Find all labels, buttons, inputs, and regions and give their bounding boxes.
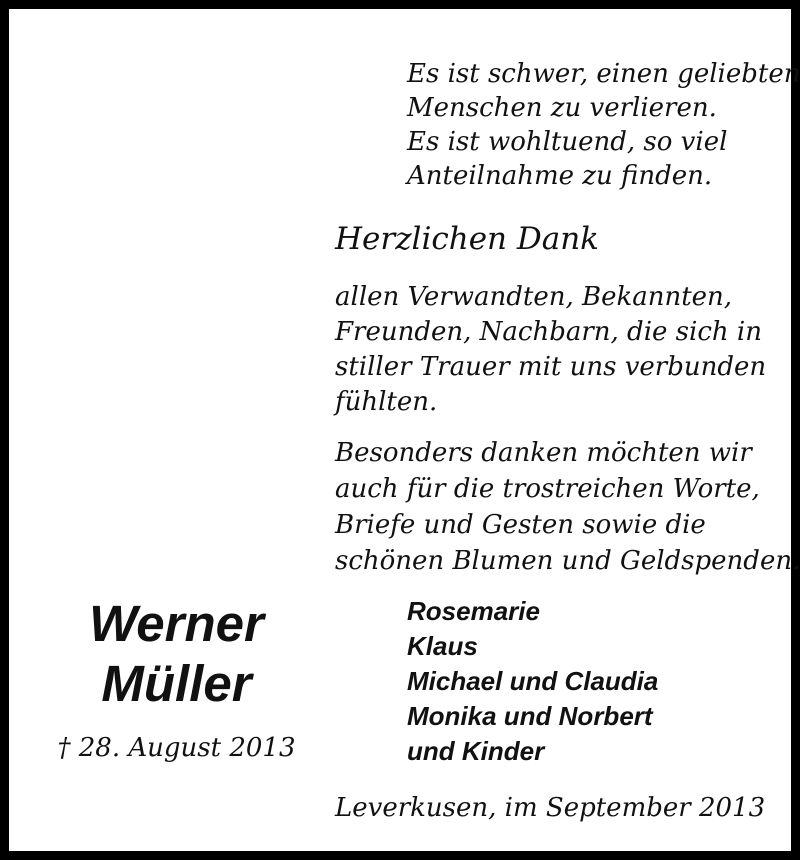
poem-line: Menschen zu verlieren. [407,93,717,123]
paragraph-line: auch für die trostreichen Worte, [335,474,760,504]
paragraph-line: Freunden, Nachbarn, die sich in [335,317,762,347]
thanks-paragraph-1 [335,280,766,420]
deceased-name [49,594,304,714]
signers-block [407,594,658,769]
poem-line: Es ist wohltuend, so viel [407,127,728,157]
poem-block [407,57,800,193]
signer-name: und Kinder [407,736,545,766]
deceased-first-name: Werner [89,595,264,652]
signer-name: Michael und Claudia [407,666,659,696]
paragraph-line: Briefe und Gesten sowie die [335,510,706,540]
place-date: Leverkusen, im September 2013 [335,793,766,823]
deceased-last-name: Müller [101,655,252,712]
paragraph-line: schönen Blumen und Geldspenden. [335,546,800,576]
paragraph-line: stiller Trauer mit uns verbunden [335,352,767,382]
thanks-paragraph-2 [335,435,800,579]
signer-name: Monika und Norbert [407,701,653,731]
thanks-heading: Herzlichen Dank [335,221,599,257]
signer-name: Rosemarie [407,596,540,626]
signer-name: Klaus [407,631,478,661]
poem-line: Anteilnahme zu finden. [407,161,713,191]
paragraph-line: fühlten. [335,387,438,417]
paragraph-line: Besonders danken möchten wir [335,438,752,468]
poem-line: Es ist schwer, einen geliebten [407,59,800,89]
death-date: † 28. August 2013 [57,733,296,763]
paragraph-line: allen Verwandten, Bekannten, [335,282,733,312]
